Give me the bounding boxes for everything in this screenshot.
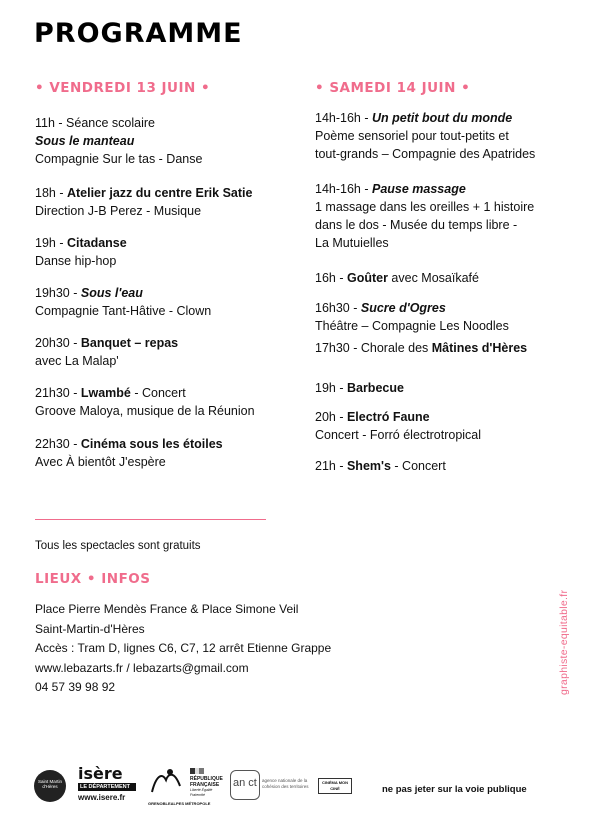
event-text: 17h30 - Chorale des xyxy=(315,341,432,355)
event-line xyxy=(35,435,315,453)
event-text: Concert - Forró électrotropical xyxy=(315,428,482,442)
friday-heading: • VENDREDI 13 JUIN • xyxy=(35,80,211,96)
event-text: Danse hip-hop xyxy=(35,254,117,268)
saturday-heading: • SAMEDI 14 JUIN • xyxy=(315,80,471,96)
event-text: Poème sensoriel pour tout-petits et xyxy=(315,129,509,143)
event-text: 18h - xyxy=(35,186,67,200)
event-text: Electró Faune xyxy=(346,410,430,424)
event-text: avec La Malap' xyxy=(35,354,119,368)
event-item xyxy=(35,435,315,471)
event-text: La Mutuielles xyxy=(315,236,389,250)
event-text: - Concert xyxy=(390,459,446,473)
event-text: 11h - Séance scolaire xyxy=(35,116,155,130)
grenoble-logo: GRENOBLEALPES MÉTROPOLE xyxy=(148,766,184,810)
event-text: 16h - xyxy=(315,271,347,285)
event-line xyxy=(315,269,595,287)
event-line xyxy=(315,426,595,444)
event-item xyxy=(315,379,595,397)
smh-logo: Saint Martin d'Hères xyxy=(34,770,66,802)
event-line xyxy=(315,299,595,317)
event-line xyxy=(315,145,595,163)
event-text: Atelier jazz du centre Erik Satie xyxy=(66,186,253,200)
phone-line: 04 57 39 98 92 xyxy=(35,680,116,694)
event-item xyxy=(35,114,315,168)
event-text: 16h30 - xyxy=(315,301,361,315)
event-text: dans le dos - Musée du temps libre - xyxy=(315,218,518,232)
event-text: - Concert xyxy=(130,386,186,400)
event-item xyxy=(35,384,315,420)
event-text: 19h30 - xyxy=(35,286,81,300)
event-text: 19h - xyxy=(35,236,67,250)
section-divider xyxy=(35,519,266,520)
event-text: Banquet – repas xyxy=(80,336,179,350)
event-item xyxy=(315,269,595,287)
event-text: Goûter xyxy=(346,271,388,285)
event-item xyxy=(315,339,595,357)
event-text: Mâtines d'Hères xyxy=(431,341,528,355)
event-text: tout-grands – Compagnie des Apatrides xyxy=(315,147,536,161)
event-item xyxy=(315,180,595,252)
designer-credit: graphiste-equitable.fr xyxy=(558,589,570,695)
address-line: Place Pierre Mendès France & Place Simone Veil xyxy=(35,602,299,616)
event-text: Théâtre – Compagnie Les Noodles xyxy=(315,319,509,333)
event-line xyxy=(315,234,595,252)
event-line xyxy=(315,317,595,335)
anct-text: agence nationale de la cohésion des territoires xyxy=(262,778,309,789)
event-text: Avec À bientôt J'espère xyxy=(35,455,166,469)
event-item xyxy=(315,457,595,475)
event-line xyxy=(35,184,315,202)
event-line xyxy=(35,114,315,132)
event-line xyxy=(315,109,595,127)
event-line xyxy=(315,216,595,234)
event-item xyxy=(35,334,315,370)
event-text: Compagnie Tant-Hâtive - Clown xyxy=(35,304,212,318)
event-line xyxy=(35,384,315,402)
cinema-logo: CINÉMA MON CINÉ xyxy=(318,778,352,794)
event-text: Sous l'eau xyxy=(80,286,143,300)
event-text: 19h - xyxy=(315,381,347,395)
event-line xyxy=(315,339,595,357)
event-text: 1 massage dans les oreilles + 1 histoire xyxy=(315,200,535,214)
event-line xyxy=(35,453,315,471)
anct-logo: an ct xyxy=(230,770,260,800)
event-text: 21h - xyxy=(315,459,347,473)
event-line xyxy=(315,127,595,145)
event-line xyxy=(35,202,315,220)
event-text: 20h30 - xyxy=(35,336,81,350)
event-line xyxy=(35,402,315,420)
event-line xyxy=(315,198,595,216)
event-text: Citadanse xyxy=(66,236,127,250)
event-line xyxy=(315,408,595,426)
event-text: Lwambé xyxy=(80,386,131,400)
event-text: 21h30 - xyxy=(35,386,81,400)
event-item xyxy=(35,284,315,320)
event-text: Sous le manteau xyxy=(35,134,135,148)
city-line: Saint-Martin-d'Hères xyxy=(35,621,145,636)
web-email-line[interactable]: www.lebazarts.fr / lebazarts@gmail.com xyxy=(35,660,249,675)
republique-logo: RÉPUBLIQUE FRANÇAISE Liberté Égalité Fraternité xyxy=(190,768,224,797)
access-line: Accès : Tram D, lignes C6, C7, 12 arrêt Etienne Grappe xyxy=(35,641,332,655)
page-title: PROGRAMME xyxy=(34,18,243,49)
event-line xyxy=(315,379,595,397)
event-text: Pause massage xyxy=(371,182,466,196)
event-text: Shem's xyxy=(346,459,391,473)
isere-logo: isère LE DÉPARTEMENT www.isere.fr xyxy=(78,766,136,802)
event-item xyxy=(35,234,315,270)
event-text: Sucre d'Ogres xyxy=(360,301,446,315)
event-item xyxy=(315,408,595,444)
lieux-heading: LIEUX • INFOS xyxy=(35,571,151,587)
event-text: Direction J-B Perez - Musique xyxy=(35,204,202,218)
event-item xyxy=(315,109,595,163)
event-line xyxy=(35,132,315,150)
event-line xyxy=(35,352,315,370)
free-note: Tous les spectacles sont gratuits xyxy=(35,540,201,552)
event-line xyxy=(35,302,315,320)
event-line xyxy=(315,180,595,198)
event-text: Cinéma sous les étoiles xyxy=(80,437,223,451)
event-text: 14h-16h - xyxy=(315,111,372,125)
event-line xyxy=(35,150,315,168)
event-line xyxy=(35,334,315,352)
lieux-info xyxy=(35,600,331,698)
event-text: 20h - xyxy=(315,410,347,424)
event-item xyxy=(315,299,595,335)
grenoble-emblem-icon xyxy=(148,766,184,796)
event-line xyxy=(35,234,315,252)
event-line xyxy=(315,457,595,475)
event-line xyxy=(35,284,315,302)
no-littering-note: ne pas jeter sur la voie publique xyxy=(382,784,527,795)
event-text: Groove Maloya, musique de la Réunion xyxy=(35,404,255,418)
event-text: 14h-16h - xyxy=(315,182,372,196)
event-text: Un petit bout du monde xyxy=(371,111,513,125)
event-item xyxy=(35,184,315,220)
event-text: Barbecue xyxy=(346,381,404,395)
event-text: 22h30 - xyxy=(35,437,81,451)
event-text: avec Mosaïkafé xyxy=(387,271,479,285)
event-line xyxy=(35,252,315,270)
event-text: Compagnie Sur le tas - Danse xyxy=(35,152,203,166)
